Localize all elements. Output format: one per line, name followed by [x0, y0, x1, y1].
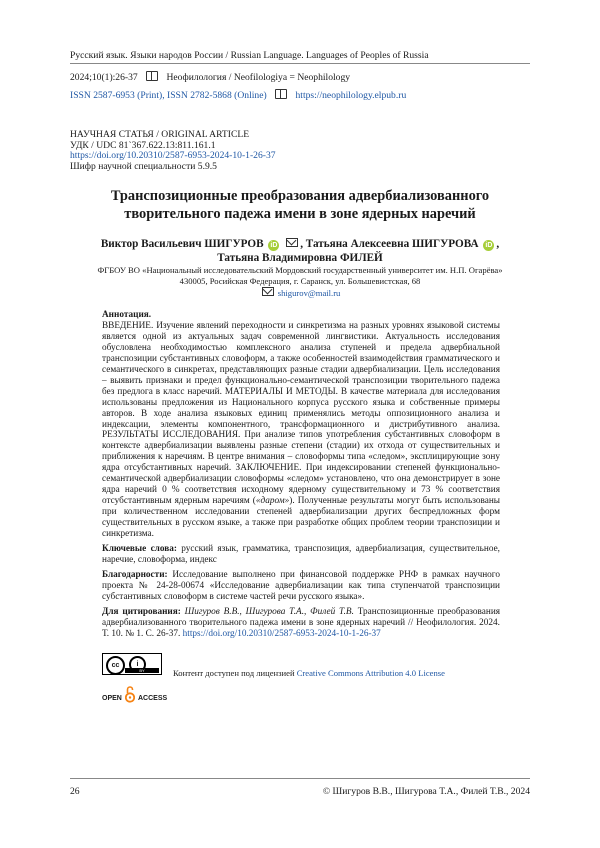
acknowledgements [102, 570, 500, 603]
orcid-icon[interactable]: iD [270, 242, 278, 249]
journal-site-link[interactable]: https://neophilology.elpub.ru [295, 90, 407, 101]
page-number: 26 [70, 786, 80, 797]
person-icon: i [129, 656, 146, 673]
issue-info: 2024;10(1):26-37 [70, 72, 138, 83]
thanks-text: Исследование выполнено при финансовой поддержке РНФ в рамках научного проекта № 24-28-00674 «Исследование адвербиализации как типа ступенчатой транспозиции субстантивных словоформ в системе частей речи русского языка». [102, 569, 500, 602]
open-access-logo [102, 682, 182, 710]
citation [102, 607, 500, 640]
issn-line [70, 89, 406, 101]
abstract-block [102, 310, 500, 640]
keywords-label: Ключевые слова: [102, 544, 177, 555]
specialty-code: Шифр научной специальности 5.9.5 [70, 160, 217, 172]
header-divider [70, 63, 530, 64]
envelope-icon[interactable] [286, 238, 298, 247]
article-type: НАУЧНАЯ СТАТЬЯ / ORIGINAL ARTICLE [70, 129, 250, 140]
abstract-text: ВВЕДЕНИЕ. Изучение явлений переходности и синкретизма на разных уровнях языковой системы является одной из актуальных задач современной лингвистики. Актуальность исследования обусловлена необходимостью комплексного анализа ступеней и предела адвербиальной транспозиции субстантивных словоформ, а также особенностей взаимодействия грамматического и семантического в синкретах, представляющих разные стадии адвербиализации. Цель исследования – выявить признаки и предел функционально-семантической транспозиции творительного падежа без предлога в класс наречий. МАТЕРИАЛЫ И МЕТОДЫ. В качестве материала для исследования использованы предложения из Национального корпуса русского языка и собственные примеры авторов. В ходе анализа языковых единиц применялись методы оппозиционного анализа и индексации, элементы компонентного, трансформационного и дистрибутивного анализа. РЕЗУЛЬТАТЫ ИССЛЕДОВАНИЯ. При анализе типов употребления субстантивных словоформ в контексте адвербиализации выявлены разные степени (стадии) их отхода от существительных и приближения к наречиям. В центре внимания – словоформы типа «следом», эксплицирующие зону ядра отсубстантивных наречий. ЗАКЛЮЧЕНИЕ. При индексировании степеней функционально-семантической адвербиализации словоформы «следом» установлено, что она демонстрирует в зоне ядра наречий 0 % соответствия исходному ядерному существительному и 73 % соответствия отсубстантивным ядерным наречиям ( [102, 320, 500, 507]
cc-icon: cc [106, 656, 125, 675]
authors: Виктор Васильевич ШИГУРОВ iD , Татьяна Алексеевна ШИГУРОВА iD , Татьяна Владимировна ФИЛЕЙ [100, 238, 500, 264]
journal-name: Русский язык. Языки народов России / Russian Language. Languages of Peoples of Russia [70, 50, 429, 61]
cc-by-label: BY [125, 668, 159, 673]
abstract-body [102, 321, 500, 540]
envelope-icon [262, 287, 274, 296]
abstract-example: «даром» [255, 496, 290, 507]
author-2: Татьяна Алексеевна ШИГУРОВА [305, 238, 479, 250]
open-lock-icon [125, 685, 135, 703]
section-name: Неофилология / Neofilologiya = Neophilology [166, 72, 351, 83]
affiliation-org: ФГБОУ ВО «Национальный исследовательский Мордовский государственный университет им. Н.П. Огарёва» [97, 265, 503, 275]
cc-by-badge[interactable] [102, 653, 162, 675]
author-1: Виктор Васильевич ШИГУРОВ [100, 238, 264, 250]
thanks-label: Благодарности: [102, 569, 168, 580]
book-icon [275, 89, 287, 99]
license-link[interactable]: Creative Commons Attribution 4.0 License [296, 668, 445, 678]
issn: ISSN 2587-6953 (Print), ISSN 2782-5868 (Online) [70, 90, 267, 101]
article-title: Транспозиционные преобразования адвербиализованного творительного падежа имени в зоне ядерных наречий [110, 188, 490, 222]
keywords [102, 544, 500, 566]
open-access-right: ACCESS [138, 695, 168, 702]
cite-label: Для цитирования: [102, 606, 181, 617]
article-meta [70, 130, 276, 172]
license-text: Контент доступен под лицензией [173, 668, 295, 678]
license-line [173, 668, 445, 678]
udc: УДК / UDC 81`367.622.13:811.161.1 [70, 139, 216, 151]
abstract-heading: Аннотация. [102, 310, 152, 320]
cite-authors: Шигуров В.В., Шигурова Т.А., Филей Т.В. [184, 606, 354, 617]
affiliation [70, 265, 530, 299]
open-access-left: OPEN [102, 695, 122, 702]
issue-line [70, 71, 350, 83]
author-3: Татьяна Владимировна ФИЛЕЙ [217, 251, 383, 264]
affiliation-address: 430005, Росийская Федерация, г. Саранск, ул. Большевистская, 68 [179, 276, 421, 286]
book-icon [146, 71, 158, 81]
copyright: © Шигуров В.В., Шигурова Т.А., Филей Т.В., 2024 [322, 786, 530, 797]
doi-link[interactable]: https://doi.org/10.20310/2587-6953-2024-10-1-26-37 [70, 150, 276, 162]
footer-divider [70, 778, 530, 779]
cite-doi-link[interactable]: https://doi.org/10.20310/2587-6953-2024-10-1-26-37 [182, 628, 381, 639]
orcid-icon[interactable]: iD [485, 242, 493, 249]
cite-text: Транспозиционные преобразования адвербиализованного творительного падежа имени в зоне ядерных наречий // Неофилология. 2024. Т. 10. № 1. С. 26-37. [102, 606, 501, 639]
abstract-text-end: ). Полученные результаты могут быть использованы при количественном исследовании степеней адвербиализации других беспредложных форм существительных в русском языке, а также при разработке общих проблем теории транспозиции и синкретизма. [102, 496, 500, 540]
keywords-text: русский язык, грамматика, транспозиция, адвербиализация, существительное, наречие, словоформа, индекс [102, 544, 500, 565]
author-email-link[interactable]: shigurov@mail.ru [277, 288, 341, 298]
